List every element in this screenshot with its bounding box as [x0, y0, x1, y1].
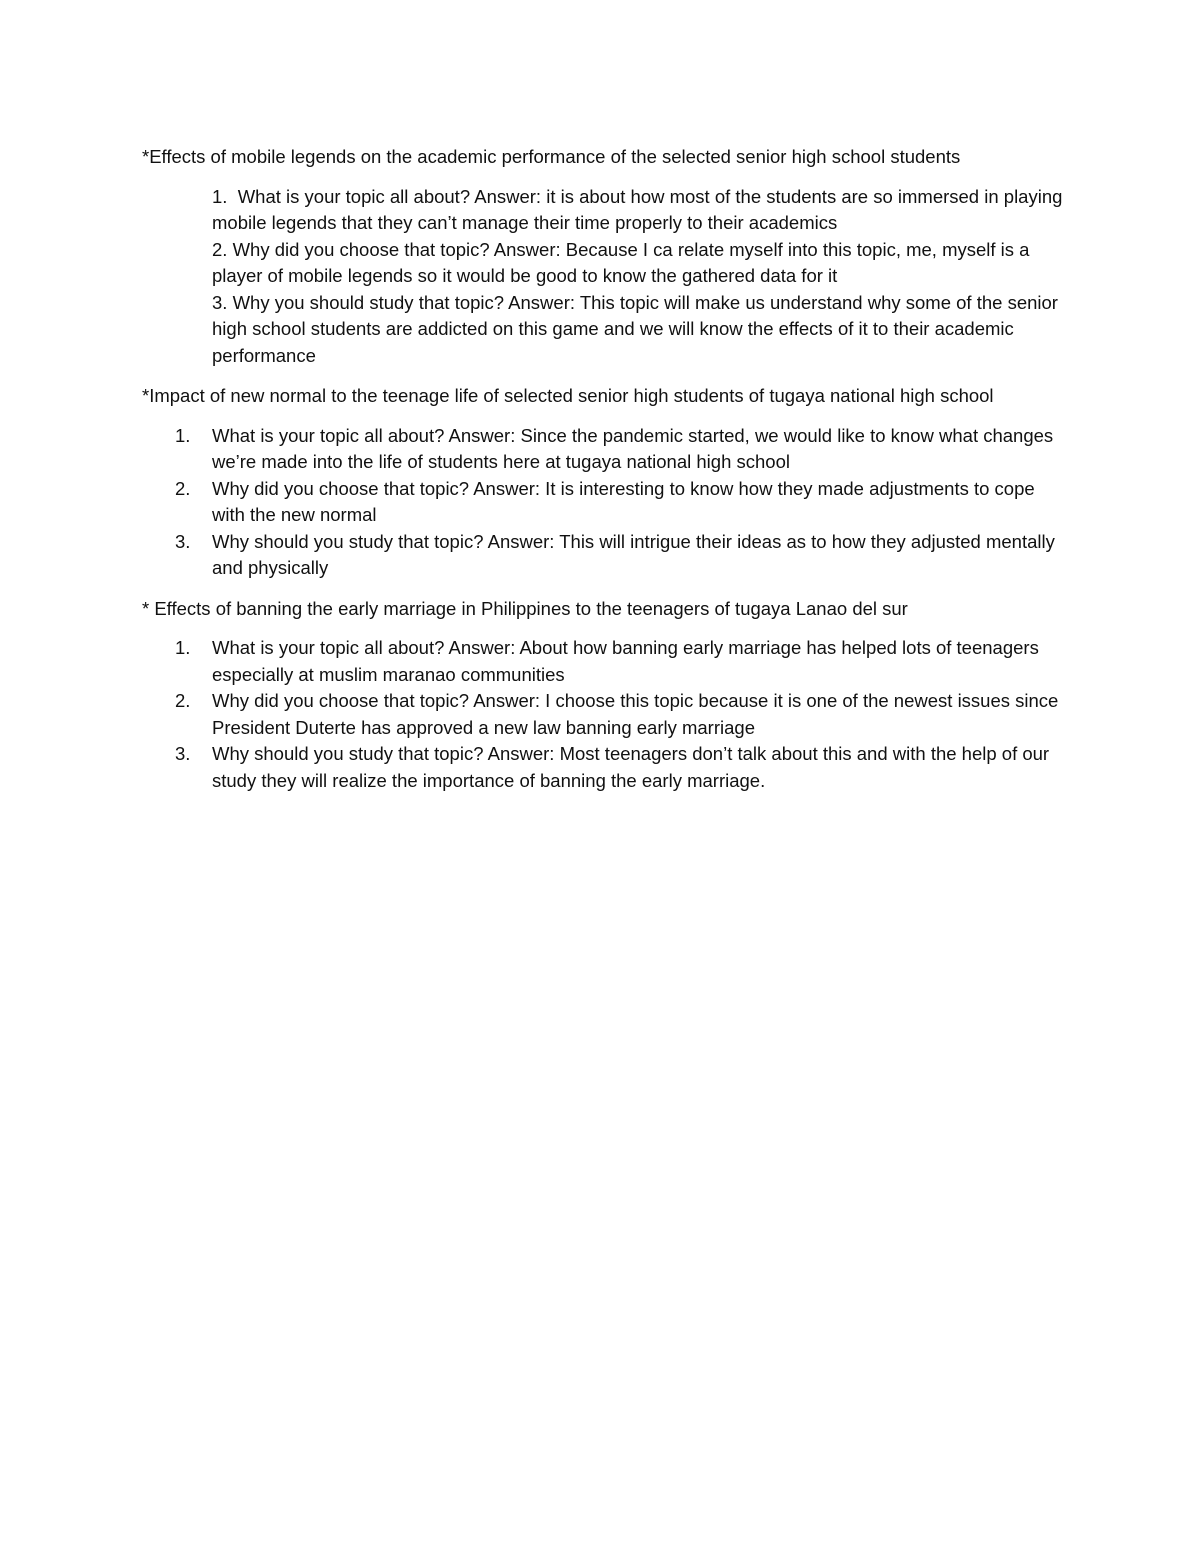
list-item	[142, 635, 1072, 688]
section-heading-early-marriage: * Effects of banning the early marriage in Philippines to the teenagers of tugaya Lanao del sur	[142, 597, 908, 619]
item-text: Why did you choose that topic? Answer: It is interesting to know how they made adjustments to cope with the new normal	[212, 477, 1035, 525]
item-text: What is your topic all about? Answer: About how banning early marriage has helped lots of teenagers especially at muslim maranao communities	[212, 637, 1039, 685]
question-list-mobile-legends	[212, 184, 1072, 370]
list-item	[212, 290, 1072, 370]
item-number: 1.	[175, 424, 191, 446]
item-number: 1.	[212, 185, 228, 207]
item-number: 2.	[175, 690, 191, 711]
list-item	[142, 688, 1072, 741]
document-body	[142, 144, 1072, 808]
section-heading-new-normal: *Impact of new normal to the teenage life of selected senior high students of tugaya national high school	[142, 385, 994, 406]
item-text: Why should you study that topic? Answer: This will intrigue their ideas as to how they adjusted mentally and physically	[212, 530, 1055, 578]
item-number: 3.	[175, 530, 191, 552]
item-number: 2.	[175, 477, 191, 499]
question-list-early-marriage	[142, 635, 1072, 794]
item-text: What is your topic all about? Answer: it is about how most of the students are so immersed in playing mobile legends that they can’t manage their time properly to their academics	[212, 185, 1063, 233]
list-item	[212, 184, 1072, 237]
item-number: 3.	[175, 743, 191, 764]
item-text: Why did you choose that topic? Answer: Because I ca relate myself into this topic, me, myself is a player of mobile legends so it would be good to know the gathered data for it	[212, 238, 1030, 286]
list-item	[212, 237, 1072, 290]
item-number: 3.	[212, 291, 228, 313]
item-number: 2.	[212, 238, 228, 260]
list-item	[142, 423, 1072, 476]
item-number: 1.	[175, 637, 191, 658]
item-text: Why you should study that topic? Answer: This topic will make us understand why some of the senior high school students are addicted on this game and we will know the effects of it to their academic performance	[212, 291, 1058, 366]
list-item	[142, 741, 1072, 794]
item-text: Why did you choose that topic? Answer: I choose this topic because it is one of the newest issues since President Duterte has approved a new law banning early marriage	[212, 690, 1059, 738]
list-item	[142, 529, 1072, 582]
question-list-new-normal	[142, 423, 1072, 582]
list-item	[142, 476, 1072, 529]
section-heading-mobile-legends: *Effects of mobile legends on the academic performance of the selected senior high school students	[142, 146, 961, 167]
item-text: What is your topic all about? Answer: Since the pandemic started, we would like to know what changes we’re made into the life of students here at tugaya national high school	[212, 424, 1054, 472]
item-text: Why should you study that topic? Answer: Most teenagers don’t talk about this and with the help of our study they will realize the importance of banning the early marriage.	[212, 743, 1050, 791]
